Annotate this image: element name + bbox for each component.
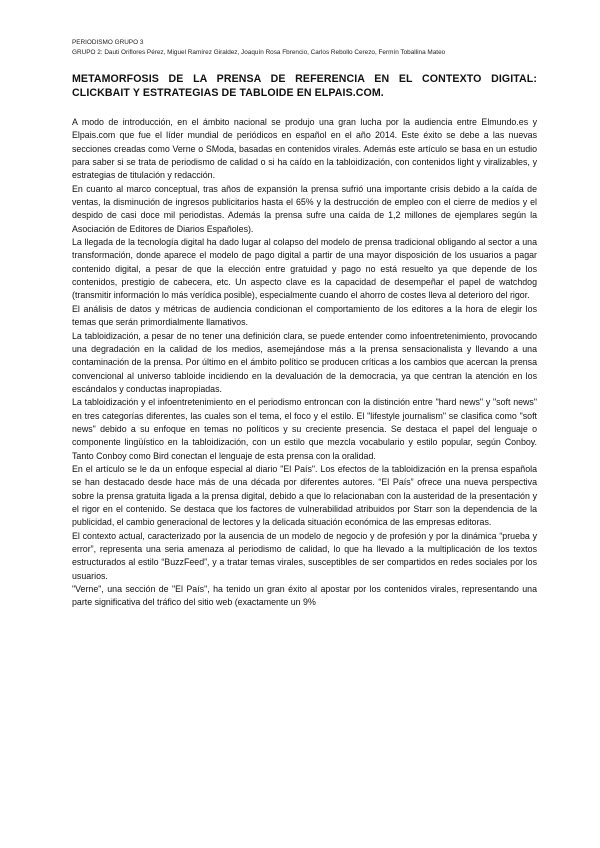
paragraph-tabloidization: La tabloidización, a pesar de no tener una definición clara, se puede entender como infoentretenimiento, provocando una degradación en la calidad de los medios, asemejándose más a la prensa sensacionalista y llevando a una contaminación de la prensa. Por último en el ámbito político se producen críticas a los cambios que acercan la prensa convencional al universo tabloide incidiendo en la devaluación de la democracia, ya que centran la atención en los escándalos y conductas inapropiadas. (72, 330, 537, 394)
course-label: PERIODISMO GRUPO 3 (72, 39, 144, 46)
paragraph-conceptual-framework: En cuanto al marco conceptual, tras años de expansión la prensa sufrió una importante crisis debido a la caída de ventas, la disminución de ingresos publicitarios hasta el 65% y la destrucción de empleo con el cierre de medios y el despido de casi doce mil periodistas. Además la prensa sufre una caída de 1,2 millones de ejemplares según la Asociación de Editores de Diarios Españoles). (72, 183, 537, 234)
paragraph-introduction: A modo de introducción, en el ámbito nacional se produjo una gran lucha por la audiencia entre Elmundo.es y Elpais.com que fue el líder mundial de periódicos en español en el año 2014. Este éxito se debe a las nuevas secciones creadas como Verne o SModa, basadas en contenidos virales. Además este artículo se basa en un estudio para saber si se trata de periodismo de calidad o si ha caído en la tabloidización, con contenidos light y viralizables, y estrategias de titulación y redacción. (72, 117, 537, 181)
paragraph-digital-technology: La llegada de la tecnología digital ha dado lugar al colapso del modelo de prensa tradicional obligando al sector a una transformación, donde aparece el modelo de pago digital a partir de una mayor disposición de los usuarios a pagar contenido digital, a pesar de que la elección entre gratuidad y pago no está resuelto ya que depende de los contenidos, prestigio de cabecera, etc. Un aspecto clave es la capacidad de desempeñar el papel de watchdog (transmitir información lo más verídica posible), especialmente cuando el ahorro de costes lleva al deterioro del rigor. (72, 237, 537, 301)
group-members: GRUPO 2: Dauti Oriflores Pérez, Miguel Ramírez Giraldez, Joaquín Rosa Fbrencio, Carlos Rebollo Cerezo, Fermín Toballina Mateo (72, 48, 446, 56)
paragraph-current-context: El contexto actual, caracterizado por la ausencia de un modelo de negocio y de profesión y por la dinámica “prueba y error”, representa una seria amenaza al periodismo de calidad, lo que ha llevado a la multiplicación de los textos estructurados al estilo “BuzzFeed”, y a tratar temas virales, susceptibles de ser compartidos en redes sociales por los usuarios. (72, 530, 537, 581)
document-header (72, 38, 542, 57)
document-body (72, 116, 537, 610)
document-title: METAMORFOSIS DE LA PRENSA DE REFERENCIA EN EL CONTEXTO DIGITAL: CLICKBAIT Y ESTRATEGIAS DE TABLOIDE EN ELPAIS.COM. (72, 73, 537, 100)
paragraph-hard-soft-news: La tabloidización y el infoentretenimiento en el periodismo entroncan con la distinción entre "hard news" y "soft news" en tres categorías diferentes, las cuales son el tema, el foco y el estilo. El "lifestyle journalism" se clasifica como "soft news" debido a su enfoque en temas no políticos y su creciente presencia. Se destaca el papel del lenguaje o componente lingüístico en la tabloidización, con un estilo que mezcla vocabulario y estilo popular, según Conboy. Tanto Conboy como Bird conectan el lenguaje de esta prensa con la oralidad. (72, 397, 537, 461)
paragraph-el-pais: En el artículo se le da un enfoque especial al diario "El País". Los efectos de la tabloidización en la prensa española se han destacado desde hace más de una década por diferentes autores. “El País” ofrece una nueva perspectiva sobre la prensa gratuita ligada a la prensa digital, debido a que lo relacionaban con la austeridad de la presentación y el rigor en el contenido. Se destaca que los factores de vulnerabilidad atribuidos por Starr son la dependencia de la publicidad, el cambio generacional de lectores y la delicada situación económica de las empresas editoras. (72, 463, 537, 528)
paragraph-verne: "Verne", una sección de "El País", ha tenido un gran éxito al apostar por los contenidos virales, representando una parte significativa del tráfico del sitio web (exactamente un 9% (72, 584, 537, 608)
paragraph-audience-metrics: El análisis de datos y métricas de audiencia condicionan el comportamiento de los editores a la hora de elegir los temas que serán primordialmente llamativos. (72, 303, 537, 328)
